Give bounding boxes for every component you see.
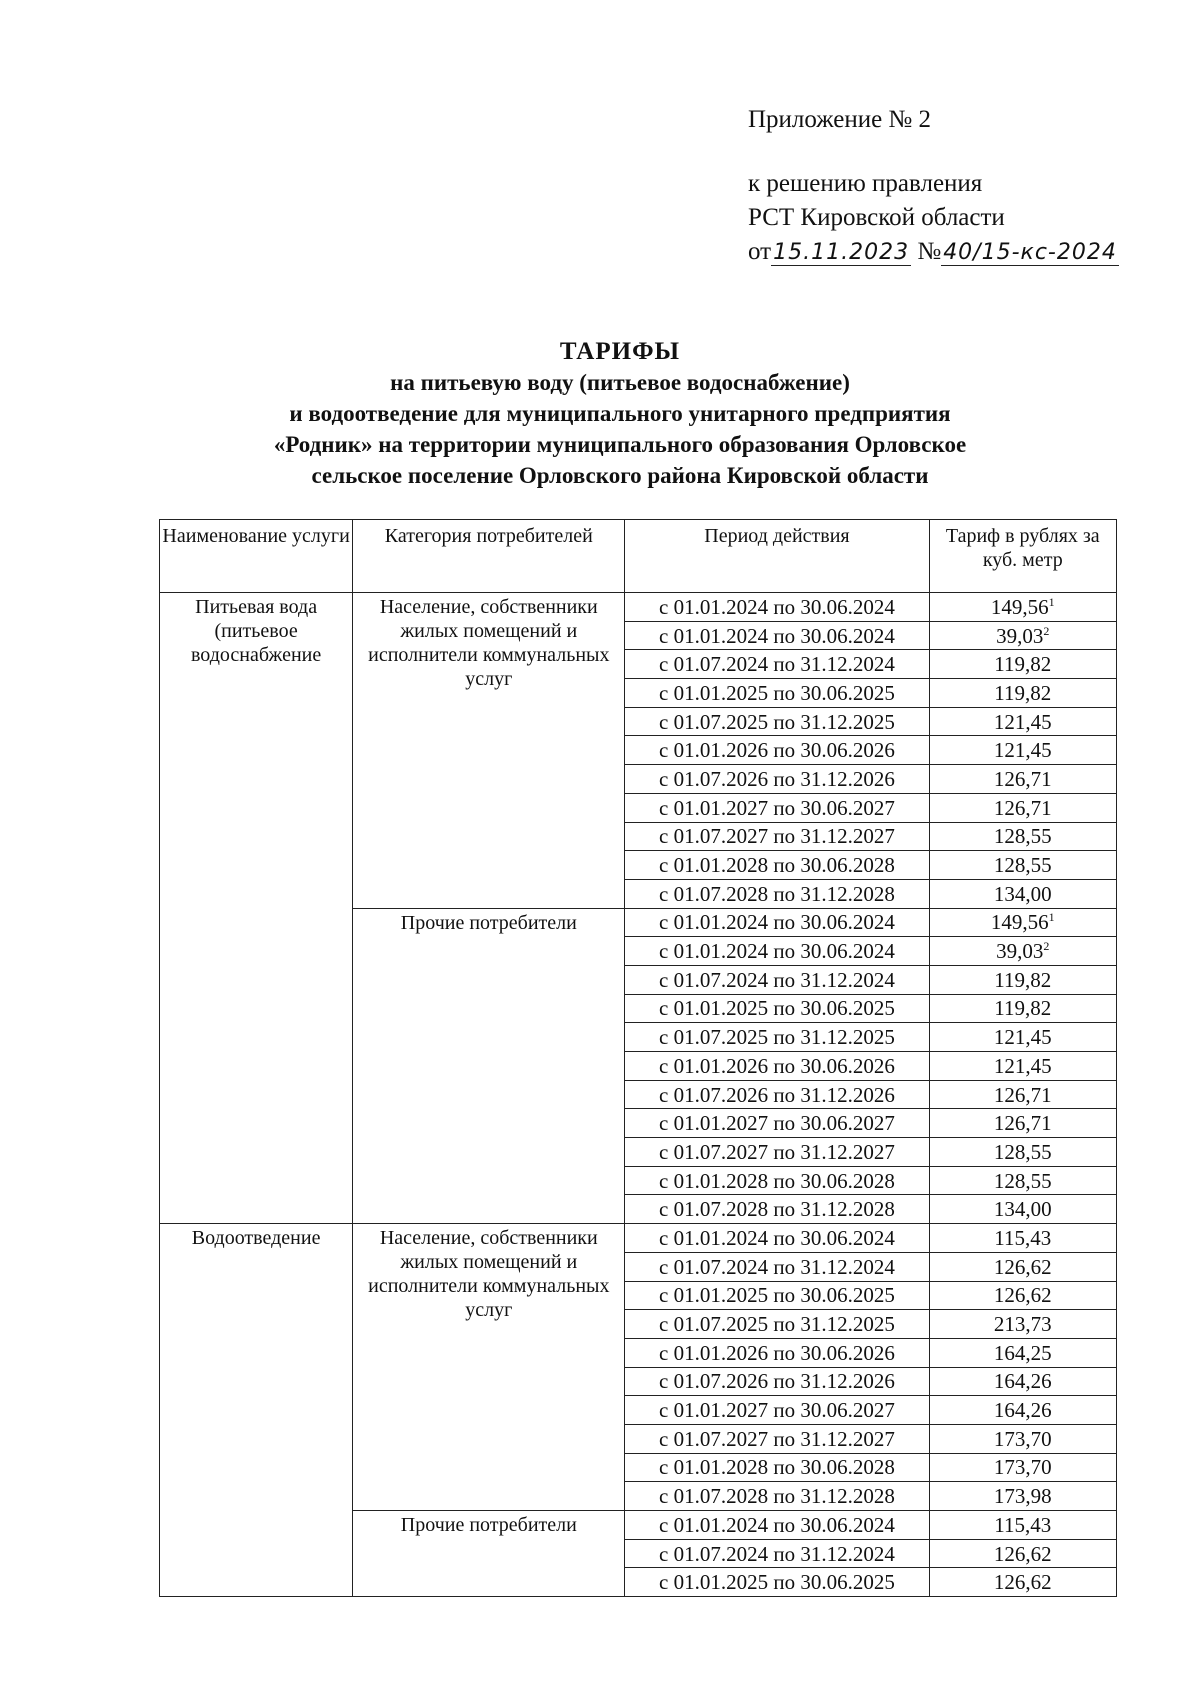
period-cell: с 01.07.2027 по 31.12.2027	[625, 822, 929, 851]
appendix-number: Приложение № 2	[748, 106, 932, 133]
period-cell: с 01.01.2026 по 30.06.2026	[625, 736, 929, 765]
tariff-cell	[929, 1424, 1116, 1453]
tariff-cell	[929, 707, 1116, 736]
tariff-value: 173,98	[993, 1484, 1052, 1509]
period-cell: с 01.07.2025 по 31.12.2025	[625, 707, 929, 736]
tariff-value: 149,56	[990, 910, 1049, 935]
tariff-value: 134,00	[993, 1197, 1052, 1222]
tariff-value: 119,82	[994, 652, 1052, 677]
service-name-cell: Питьевая вода (питьевое водоснабжение	[160, 593, 353, 1224]
tariff-value: 119,82	[994, 996, 1052, 1021]
tariff-cell	[929, 1281, 1116, 1310]
tariff-cell	[929, 593, 1116, 622]
footnote-marker: 1	[1048, 910, 1055, 925]
tariff-cell	[929, 1138, 1116, 1167]
period-cell: с 01.07.2027 по 31.12.2027	[625, 1424, 929, 1453]
tariff-value: 126,62	[993, 1541, 1052, 1566]
title-line-1: на питьевую воду (питьевое водоснабжение)	[390, 370, 850, 395]
tariff-cell	[929, 1396, 1116, 1425]
period-cell: с 01.07.2028 по 31.12.2028	[625, 1482, 929, 1511]
tariff-value: 173,70	[993, 1455, 1052, 1480]
period-cell: с 01.07.2024 по 31.12.2024	[625, 1252, 929, 1281]
tariff-value: 39,03	[996, 623, 1044, 648]
tariff-value: 126,71	[993, 1111, 1052, 1136]
period-cell: с 01.07.2026 по 31.12.2026	[625, 765, 929, 794]
handwritten-date: 15.11.2023	[773, 240, 910, 265]
tariff-value: 126,71	[993, 795, 1052, 820]
tariff-cell	[929, 851, 1116, 880]
tariff-value: 121,45	[993, 709, 1052, 734]
tariff-cell	[929, 650, 1116, 679]
date-prefix: от	[748, 238, 772, 265]
period-cell: с 01.01.2024 по 30.06.2024	[625, 593, 929, 622]
table-body	[160, 593, 1117, 1597]
tariff-cell	[929, 937, 1116, 966]
tariff-cell	[929, 1511, 1116, 1540]
service-name-cell: Водоотведение	[160, 1224, 353, 1597]
period-cell: с 01.01.2024 по 30.06.2024	[625, 908, 929, 937]
tariff-value: 164,26	[993, 1369, 1052, 1394]
period-cell: с 01.01.2024 по 30.06.2024	[625, 1511, 929, 1540]
consumer-category-cell: Прочие потребители	[353, 1511, 625, 1597]
tariff-cell	[929, 1482, 1116, 1511]
handwritten-number: 40/15-кс-2024	[943, 240, 1117, 265]
tariff-value: 149,56	[990, 594, 1049, 619]
tariff-value: 164,26	[993, 1398, 1052, 1423]
tariff-cell	[929, 1252, 1116, 1281]
period-cell: с 01.01.2027 по 30.06.2027	[625, 793, 929, 822]
tariff-cell	[929, 765, 1116, 794]
tariff-cell	[929, 1052, 1116, 1081]
tariff-value: 126,62	[993, 1283, 1052, 1308]
appendix-header	[748, 103, 1119, 270]
tariff-cell	[929, 994, 1116, 1023]
period-cell: с 01.07.2026 по 31.12.2026	[625, 1080, 929, 1109]
header-category: Категория потребителей	[353, 520, 625, 593]
period-cell: с 01.01.2025 по 30.06.2025	[625, 679, 929, 708]
tariff-value: 121,45	[993, 1053, 1052, 1078]
period-cell: с 01.01.2024 по 30.06.2024	[625, 937, 929, 966]
period-cell: с 01.07.2025 по 31.12.2025	[625, 1023, 929, 1052]
tariff-cell	[929, 965, 1116, 994]
tariff-cell	[929, 822, 1116, 851]
tariff-cell	[929, 621, 1116, 650]
header-period: Период действия	[625, 520, 929, 593]
footnote-marker: 1	[1048, 594, 1055, 609]
tariff-value: 115,43	[994, 1225, 1052, 1250]
title-line-3: «Родник» на территории муниципального образования Орловское	[273, 432, 967, 457]
tariff-value: 128,55	[993, 1168, 1052, 1193]
period-cell: с 01.01.2028 по 30.06.2028	[625, 1166, 929, 1195]
period-cell: с 01.01.2024 по 30.06.2024	[625, 1224, 929, 1253]
tariff-value: 119,82	[994, 967, 1052, 992]
title-line-2: и водоотведение для муниципального унитарного предприятия	[289, 401, 951, 426]
tariff-cell	[929, 1539, 1116, 1568]
tariff-cell	[929, 1338, 1116, 1367]
tariff-table	[159, 519, 1117, 1597]
period-cell: с 01.01.2028 по 30.06.2028	[625, 1453, 929, 1482]
tariff-cell	[929, 1023, 1116, 1052]
tariff-value: 173,70	[993, 1426, 1052, 1451]
table-row	[160, 1224, 1117, 1253]
period-cell: с 01.07.2028 по 31.12.2028	[625, 879, 929, 908]
tariff-cell	[929, 1453, 1116, 1482]
period-cell: с 01.01.2027 по 30.06.2027	[625, 1109, 929, 1138]
title-main: ТАРИФЫ	[559, 338, 681, 365]
tariff-cell	[929, 1224, 1116, 1253]
tariff-value: 39,03	[996, 939, 1044, 964]
tariff-cell	[929, 908, 1116, 937]
period-cell: с 01.07.2026 по 31.12.2026	[625, 1367, 929, 1396]
tariff-value: 121,45	[993, 1025, 1052, 1050]
tariff-cell	[929, 1166, 1116, 1195]
tariff-value: 134,00	[993, 881, 1052, 906]
header-tariff: Тариф в рублях за куб. метр	[929, 520, 1116, 593]
tariff-cell	[929, 1109, 1116, 1138]
footnote-marker: 2	[1043, 939, 1050, 954]
tariff-cell	[929, 679, 1116, 708]
consumer-category-cell: Население, собственники жилых помещений и исполнители коммунальных услуг	[353, 593, 625, 909]
table-row	[160, 593, 1117, 622]
decision-reference: к решению правления	[748, 170, 983, 197]
period-cell: с 01.01.2025 по 30.06.2025	[625, 994, 929, 1023]
tariff-value: 119,82	[994, 680, 1052, 705]
tariff-cell	[929, 1080, 1116, 1109]
period-cell: с 01.01.2028 по 30.06.2028	[625, 851, 929, 880]
consumer-category-cell: Прочие потребители	[353, 908, 625, 1224]
document-title	[160, 336, 1080, 491]
period-cell: с 01.01.2024 по 30.06.2024	[625, 621, 929, 650]
number-prefix: №	[917, 238, 942, 265]
tariff-value: 121,45	[993, 738, 1052, 763]
period-cell: с 01.07.2024 по 31.12.2024	[625, 1539, 929, 1568]
tariff-cell	[929, 1310, 1116, 1339]
decision-date-line	[748, 235, 1119, 270]
tariff-cell	[929, 1367, 1116, 1396]
title-line-4: сельское поселение Орловского района Кировской области	[311, 463, 929, 488]
period-cell: с 01.01.2027 по 30.06.2027	[625, 1396, 929, 1425]
footnote-marker: 2	[1043, 623, 1050, 638]
tariff-value: 115,43	[994, 1512, 1052, 1537]
period-cell: с 01.07.2024 по 31.12.2024	[625, 650, 929, 679]
tariff-cell	[929, 879, 1116, 908]
tariff-cell	[929, 1568, 1116, 1597]
period-cell: с 01.01.2026 по 30.06.2026	[625, 1338, 929, 1367]
tariff-value: 126,62	[993, 1254, 1052, 1279]
tariff-value: 128,55	[993, 1139, 1052, 1164]
period-cell: с 01.07.2027 по 31.12.2027	[625, 1138, 929, 1167]
period-cell: с 01.07.2025 по 31.12.2025	[625, 1310, 929, 1339]
tariff-value: 164,25	[993, 1340, 1052, 1365]
tariff-cell	[929, 1195, 1116, 1224]
tariff-value: 213,73	[993, 1312, 1052, 1337]
period-cell: с 01.07.2028 по 31.12.2028	[625, 1195, 929, 1224]
header-service: Наименование услуги	[160, 520, 353, 593]
consumer-category-cell: Население, собственники жилых помещений и исполнители коммунальных услуг	[353, 1224, 625, 1511]
period-cell: с 01.01.2025 по 30.06.2025	[625, 1568, 929, 1597]
tariff-value: 128,55	[993, 853, 1052, 878]
period-cell: с 01.01.2026 по 30.06.2026	[625, 1052, 929, 1081]
table-header-row	[160, 520, 1117, 593]
tariff-cell	[929, 793, 1116, 822]
authority-name: РСТ Кировской области	[748, 204, 1005, 231]
tariff-value: 126,62	[993, 1570, 1052, 1595]
tariff-cell	[929, 736, 1116, 765]
tariff-value: 126,71	[993, 766, 1052, 791]
tariff-value: 128,55	[993, 824, 1052, 849]
tariff-value: 126,71	[993, 1082, 1052, 1107]
period-cell: с 01.01.2025 по 30.06.2025	[625, 1281, 929, 1310]
period-cell: с 01.07.2024 по 31.12.2024	[625, 965, 929, 994]
